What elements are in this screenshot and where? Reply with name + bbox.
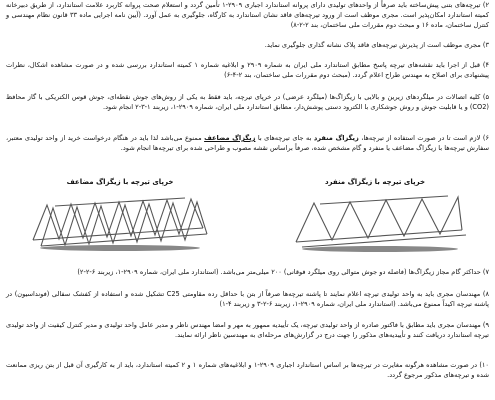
caption-single-zigzag: خرپای تیرچه با زیگزاگ منفرد bbox=[324, 178, 426, 186]
paragraph-9: ۹) مهندسان مجری باید مطابق با فاکتور صادره از واحد تولیدی تیرچه، یک تأییدیه ممهور به مهر و امضا مهندس ناظر و مدیر عامل واحد تولیدی و مدیر کنترل کیفیت از واحد تولیدی تیرچه استاندارد دریافت کنند و تأییدیه‌های مذکور را جهت درج در گزارش‌های مرحله‌ای به مهندسین ناظر ارائه نمایند. bbox=[6, 321, 489, 339]
caption-double-zigzag: خرپای تیرچه با زیگزاگ مضاعف bbox=[66, 178, 174, 186]
emphasis-zigzag-double: زیگزاگ مضاعف bbox=[204, 134, 256, 142]
paragraph-4: ۴) قبل از اجرا باید نقشه‌های تیرچه پاسخ مطابق استاندارد ملی ایران به شماره ۲۹۰۹ و ابلاغیه شماره ۱ کمیته استاندارد بررسی شده و در صورت مشاهده اشکال، نظرات پیشنهادی برای اصلاح به مهندس طراح اعلام گردد. (مبحث دوم مقررات ملی ساختمان، بند ۲-۴-۶) bbox=[6, 61, 489, 79]
paragraph-6-part-2: به جای تیرچه‌های با bbox=[255, 134, 314, 142]
paragraph-6 bbox=[6, 134, 489, 154]
paragraph-10: ۱۰) در صورت مشاهده هرگونه مغایرت در تیرچه‌ها بر اساس استاندارد اجباری ۲۹۰۹-۱ و ابلاغیه‌های شماره ۱ و ۲ کمیته استاندارد، باید از به کارگیری آن قبل از بتن ریزی ممانعت شده و تیرچه‌های مذکور مرجوع گردد. bbox=[6, 361, 489, 379]
paragraph-3: ۳) مجری موظف است از پذیرش تیرچه‌های فاقد پلاک نشانه گذاری جلوگیری نماید. bbox=[264, 41, 489, 49]
paragraph-2: ۲) تیرچه‌های بتنی پیش‌ساخته باید صرفاً از واحدهای تولیدی دارای پروانه استاندارد اجباری ۲۹۰۹-۱ تأمین گردد و استعلام صحت پروانه کاربرد علامت استاندارد، از طریق دبیرخانه کمیته استاندارد امکان‌پذیر است. مجری موظف است از ورود تیرچه‌های فاقد نشان استاندارد به کارگاه، جلوگیری به عمل آورد. (آیین نامه اجرایی ماده ۳۳ قانون نظام مهندسی و کنترل ساختمان، ماده ۱۶ و مبحث دوم مقررات ملی ساختمان، بند ۲-۲-۸) bbox=[6, 1, 490, 29]
paragraph-6-part-3: ممنوع می‌باشد لذا باید در هنگام درخواست خرید از واحد تولیدی معتبر، سفارش تیرچه‌ها با زیگزاگ مضاعف یا منفرد و گام مشخص شده، صرفاً براساس نقشه مصوب و طراحی شده برای تیرچه‌ها انجام شود. bbox=[6, 134, 489, 152]
double-zigzag-truss-figure bbox=[25, 190, 210, 255]
emphasis-zigzag-single: زیگزاگ منفرد bbox=[313, 134, 359, 142]
paragraph-7: ۷) حداکثر گام مجاز زیگزاگ‌ها (فاصله دو جوش متوالی روی میلگرد فوقانی) ۲۰۰ میلی‌متر می‌باشد. (استاندارد ملی ایران، شماره ۲۹۰۹-۱، زیربند ۶-۲-۲) bbox=[77, 268, 489, 276]
paragraph-8: ۸) مهندسان مجری باید به واحد تولیدی تیرچه اعلام نمایند تا پاشنه تیرچه‌ها صرفاً از بتن با حداقل رده مقاومتی C25 تشکیل شده و استفاده از کفشک سفالی (فونداسیون) در پاشنه تیرچه اکیداً ممنوع می‌باشد. (استاندارد ملی ایران، شماره ۲۹۰۹-۱، زیربند ۶-۲-۳ و زیربند ۴-۱) bbox=[6, 290, 489, 308]
paragraph-5: ۵) کلیه اتصالات در میلگردهای زیرین و بالایی با زیگزاگ‌ها (میلگرد عرضی) در خرپای تیرچه، باید فقط به یکی از روش‌های جوش نقطه‌ای، جوش قوس الکتریکی با گاز محافظ (CO2) و یا قابلیت جوش و روش جوشکاری با الکترود دستی پوشش‌دار، مطابق استاندارد ملی ایران، شماره ۲۹۰۹-۱، زیربند ۱-۳-۲ انجام شود. bbox=[6, 93, 489, 111]
single-zigzag-truss-figure bbox=[290, 190, 470, 255]
paragraph-6-part-1: ۶) لازم است تا در صورت استفاده از تیرچه‌ها، bbox=[358, 134, 489, 142]
